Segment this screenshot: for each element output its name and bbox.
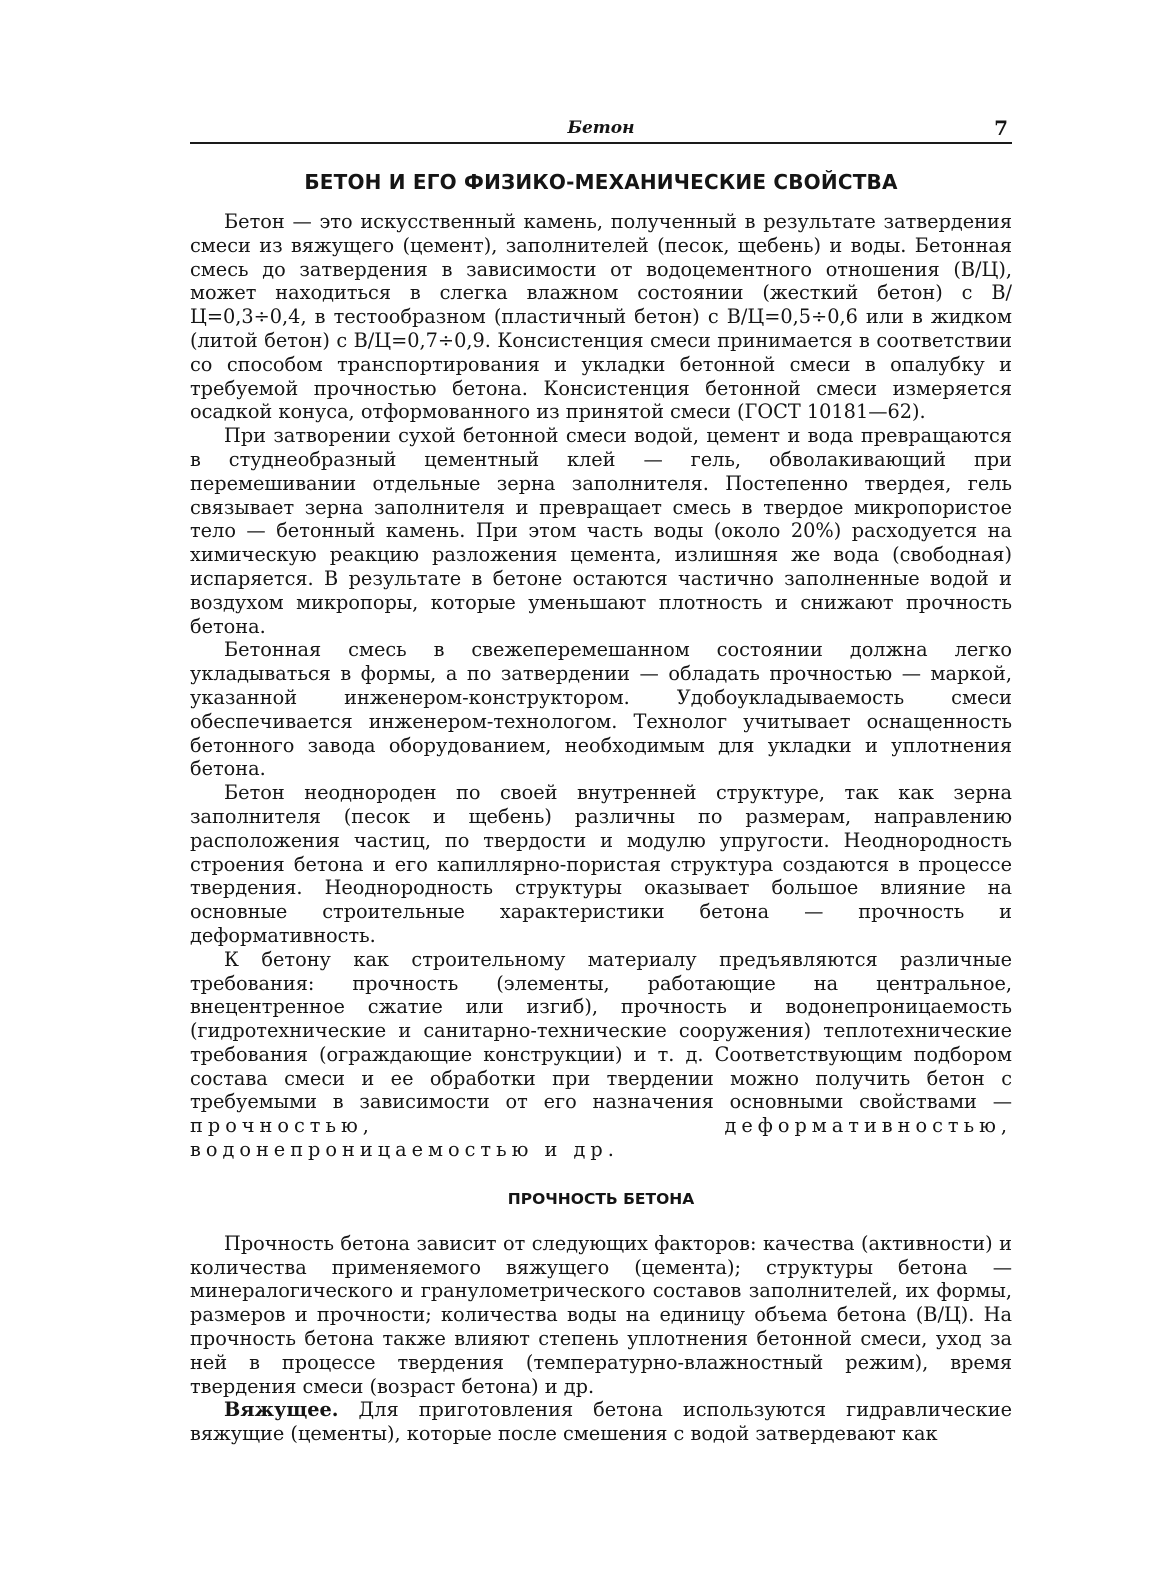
running-header	[190, 116, 1012, 144]
book-page	[190, 116, 1012, 1446]
section-heading: БЕТОН И ЕГО ФИЗИКО-МЕХАНИЧЕСКИЕ СВОЙСТВА	[304, 170, 898, 194]
binder-text: Для приготовления бетона используются гидравлические вяжущие (цементы), которые после смешения с водой затвердевают как	[190, 1398, 1012, 1446]
paragraph-workability: Бетонная смесь в свежеперемешанном состоянии должна легко укладываться в формы, а по затвердении — обладать прочностью — маркой, указанной инженером-конструктором. Удобоукладываемость смеси обеспечивается инженером-технологом. Технолог учитывает оснащенность бетонного завода оборудованием, необходимым для укладки и уплотнения бетона.	[190, 638, 1012, 781]
paragraph-requirements	[190, 948, 1012, 1162]
paragraph-definition: Бетон — это искусственный камень, полученный в результате затвердения смеси из вяжущего (цемент), заполнителей (песок, щебень) и воды. Бетонная смесь до затвердения в зависимости от водоцементного отношения (В/Ц), может находиться в слегка влажном состоянии (жесткий бетон) с В/Ц=0,3÷0,4, в тестообразном (пластичный бетон) с В/Ц=0,5÷0,6 или в жидком (литой бетон) с В/Ц=0,7÷0,9. Консистенция смеси принимается в соответствии со способом транспортирования и укладки бетонной смеси в опалубку и требуемой прочностью бетона. Консистенция бетонной смеси измеряется осадкой конуса, отформованного из принятой смеси (ГОСТ 10181—62).	[190, 210, 1012, 424]
binder-lead: Вяжущее.	[224, 1398, 339, 1422]
subsection-heading: ПРОЧНОСТЬ БЕТОНА	[507, 1189, 695, 1208]
paragraph-hardening: При затворении сухой бетонной смеси водой, цемент и вода превращаются в студнеобразный цементный клей — гель, обволакивающий при перемешивании отдельные зерна заполнителя. Постепенно твердея, гель связывает зерна заполнителя и превращает смесь в твердое микропористое тело — бетонный камень. При этом часть воды (около 20%) расходуется на химическую реакцию разложения цемента, излишняя же вода (свободная) испаряется. В результате в бетоне остаются частично заполненные водой и воздухом микропоры, которые уменьшают плотность и снижают прочность бетона.	[190, 424, 1012, 638]
requirements-text: К бетону как строительному материалу предъявляются различные требования: прочность (элементы, работающие на центральное, внецентренное сжатие или изгиб), прочность и водонепроницаемость (гидротехнические и санитарно-технические сооружения) теплотехнические требования (ограждающие конструкции) и т. д. Соответствующим подбором состава смеси и ее обработки при твердении можно получить бетон с требуемыми в зависимости от его назначения основными свойствами —	[190, 947, 1012, 1114]
paragraph-heterogeneity: Бетон неоднороден по своей внутренней структуре, так как зерна заполнителя (песок и щебень) различны по размерам, направлению расположения частиц, по твердости и модулю упругости. Неоднородность строения бетона и его капиллярно-пористая структура создаются в процессе твердения. Неоднородность структуры оказывает большое влияние на основные строительные характеристики бетона — прочность и деформативность.	[190, 781, 1012, 947]
paragraph-binder	[190, 1398, 1012, 1446]
paragraph-strength-factors: Прочность бетона зависит от следующих факторов: качества (активности) и количества применяемого вяжущего (цемента); структуры бетона — минералогического и гранулометрического составов заполнителей, их формы, размеров и прочности; количества воды на единицу объема бетона (В/Ц). На прочность бетона также влияют степень уплотнения бетонной смеси, уход за ней в процессе твердения (температурно-влажностный режим), время твердения смеси (возраст бетона) и др.	[190, 1231, 1012, 1398]
page-number: 7	[994, 116, 1008, 140]
requirements-spaced-properties: прочностью, деформативностью, водонепроницаемостью и др.	[190, 1114, 1012, 1162]
running-title: Бетон	[567, 118, 635, 138]
